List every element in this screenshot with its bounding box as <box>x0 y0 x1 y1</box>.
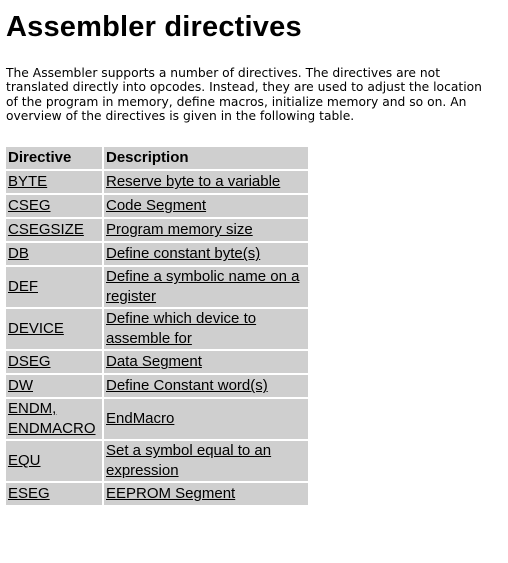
directive-cell <box>6 375 102 397</box>
description-link[interactable]: Data Segment <box>106 353 202 371</box>
description-cell <box>104 195 308 217</box>
description-cell <box>104 219 308 241</box>
directive-link[interactable]: CSEGSIZE <box>8 221 84 239</box>
directive-cell <box>6 441 102 481</box>
description-cell <box>104 243 308 265</box>
description-link[interactable]: Define a symbolic name on a register <box>106 268 300 306</box>
description-cell <box>104 267 308 307</box>
table-row <box>6 441 308 481</box>
directive-link[interactable]: BYTE <box>8 173 48 191</box>
directive-cell <box>6 267 102 307</box>
table-body <box>6 171 308 505</box>
directives-table <box>4 145 310 507</box>
intro-paragraph: The Assembler supports a number of directives. The directives are not translated directly into opcodes. Instead, they are used to adjust the location of the program in memory, define macros, initialize memory and so on. An overview of the directives is given in the following table. <box>6 66 482 123</box>
document-page <box>0 10 508 507</box>
table-row <box>6 267 308 307</box>
directive-link[interactable]: ESEG <box>8 485 50 503</box>
description-cell <box>104 351 308 373</box>
table-row <box>6 351 308 373</box>
header-description: Description <box>104 147 308 169</box>
directive-link[interactable]: CSEG <box>8 197 51 215</box>
directive-link[interactable]: DSEG <box>8 353 51 371</box>
directive-link[interactable]: DEVICE <box>8 320 64 338</box>
directive-link[interactable]: DW <box>8 377 33 395</box>
directive-link[interactable]: EQU <box>8 452 41 470</box>
description-cell <box>104 483 308 505</box>
description-cell <box>104 171 308 193</box>
directive-cell <box>6 399 102 439</box>
directive-cell <box>6 219 102 241</box>
directive-link[interactable]: DEF <box>8 278 38 296</box>
description-link[interactable]: EEPROM Segment <box>106 485 236 503</box>
table-row <box>6 309 308 349</box>
description-link[interactable]: Define Constant word(s) <box>106 377 268 395</box>
directive-cell <box>6 351 102 373</box>
directive-cell <box>6 195 102 217</box>
description-cell <box>104 309 308 349</box>
directive-link[interactable]: DB <box>8 245 29 263</box>
description-link[interactable]: EndMacro <box>106 410 175 428</box>
description-cell <box>104 399 308 439</box>
table-row <box>6 399 308 439</box>
description-cell <box>104 375 308 397</box>
table-row <box>6 483 308 505</box>
description-link[interactable]: Define constant byte(s) <box>106 245 261 263</box>
page-title: Assembler directives <box>6 11 302 43</box>
description-link[interactable]: Reserve byte to a variable <box>106 173 281 191</box>
table-row <box>6 243 308 265</box>
directive-cell <box>6 171 102 193</box>
header-directive: Directive <box>6 147 102 169</box>
description-link[interactable]: Program memory size <box>106 221 253 239</box>
table-row <box>6 375 308 397</box>
directive-cell <box>6 309 102 349</box>
table-row <box>6 195 308 217</box>
description-link[interactable]: Define which device to assemble for <box>106 310 257 348</box>
table-row <box>6 219 308 241</box>
description-link[interactable]: Code Segment <box>106 197 207 215</box>
table-row <box>6 171 308 193</box>
directive-link[interactable]: ENDM, ENDMACRO <box>8 400 96 438</box>
description-link[interactable]: Set a symbol equal to an expression <box>106 442 272 480</box>
directive-cell <box>6 243 102 265</box>
description-cell <box>104 441 308 481</box>
directive-cell <box>6 483 102 505</box>
table-header-row <box>6 147 308 169</box>
